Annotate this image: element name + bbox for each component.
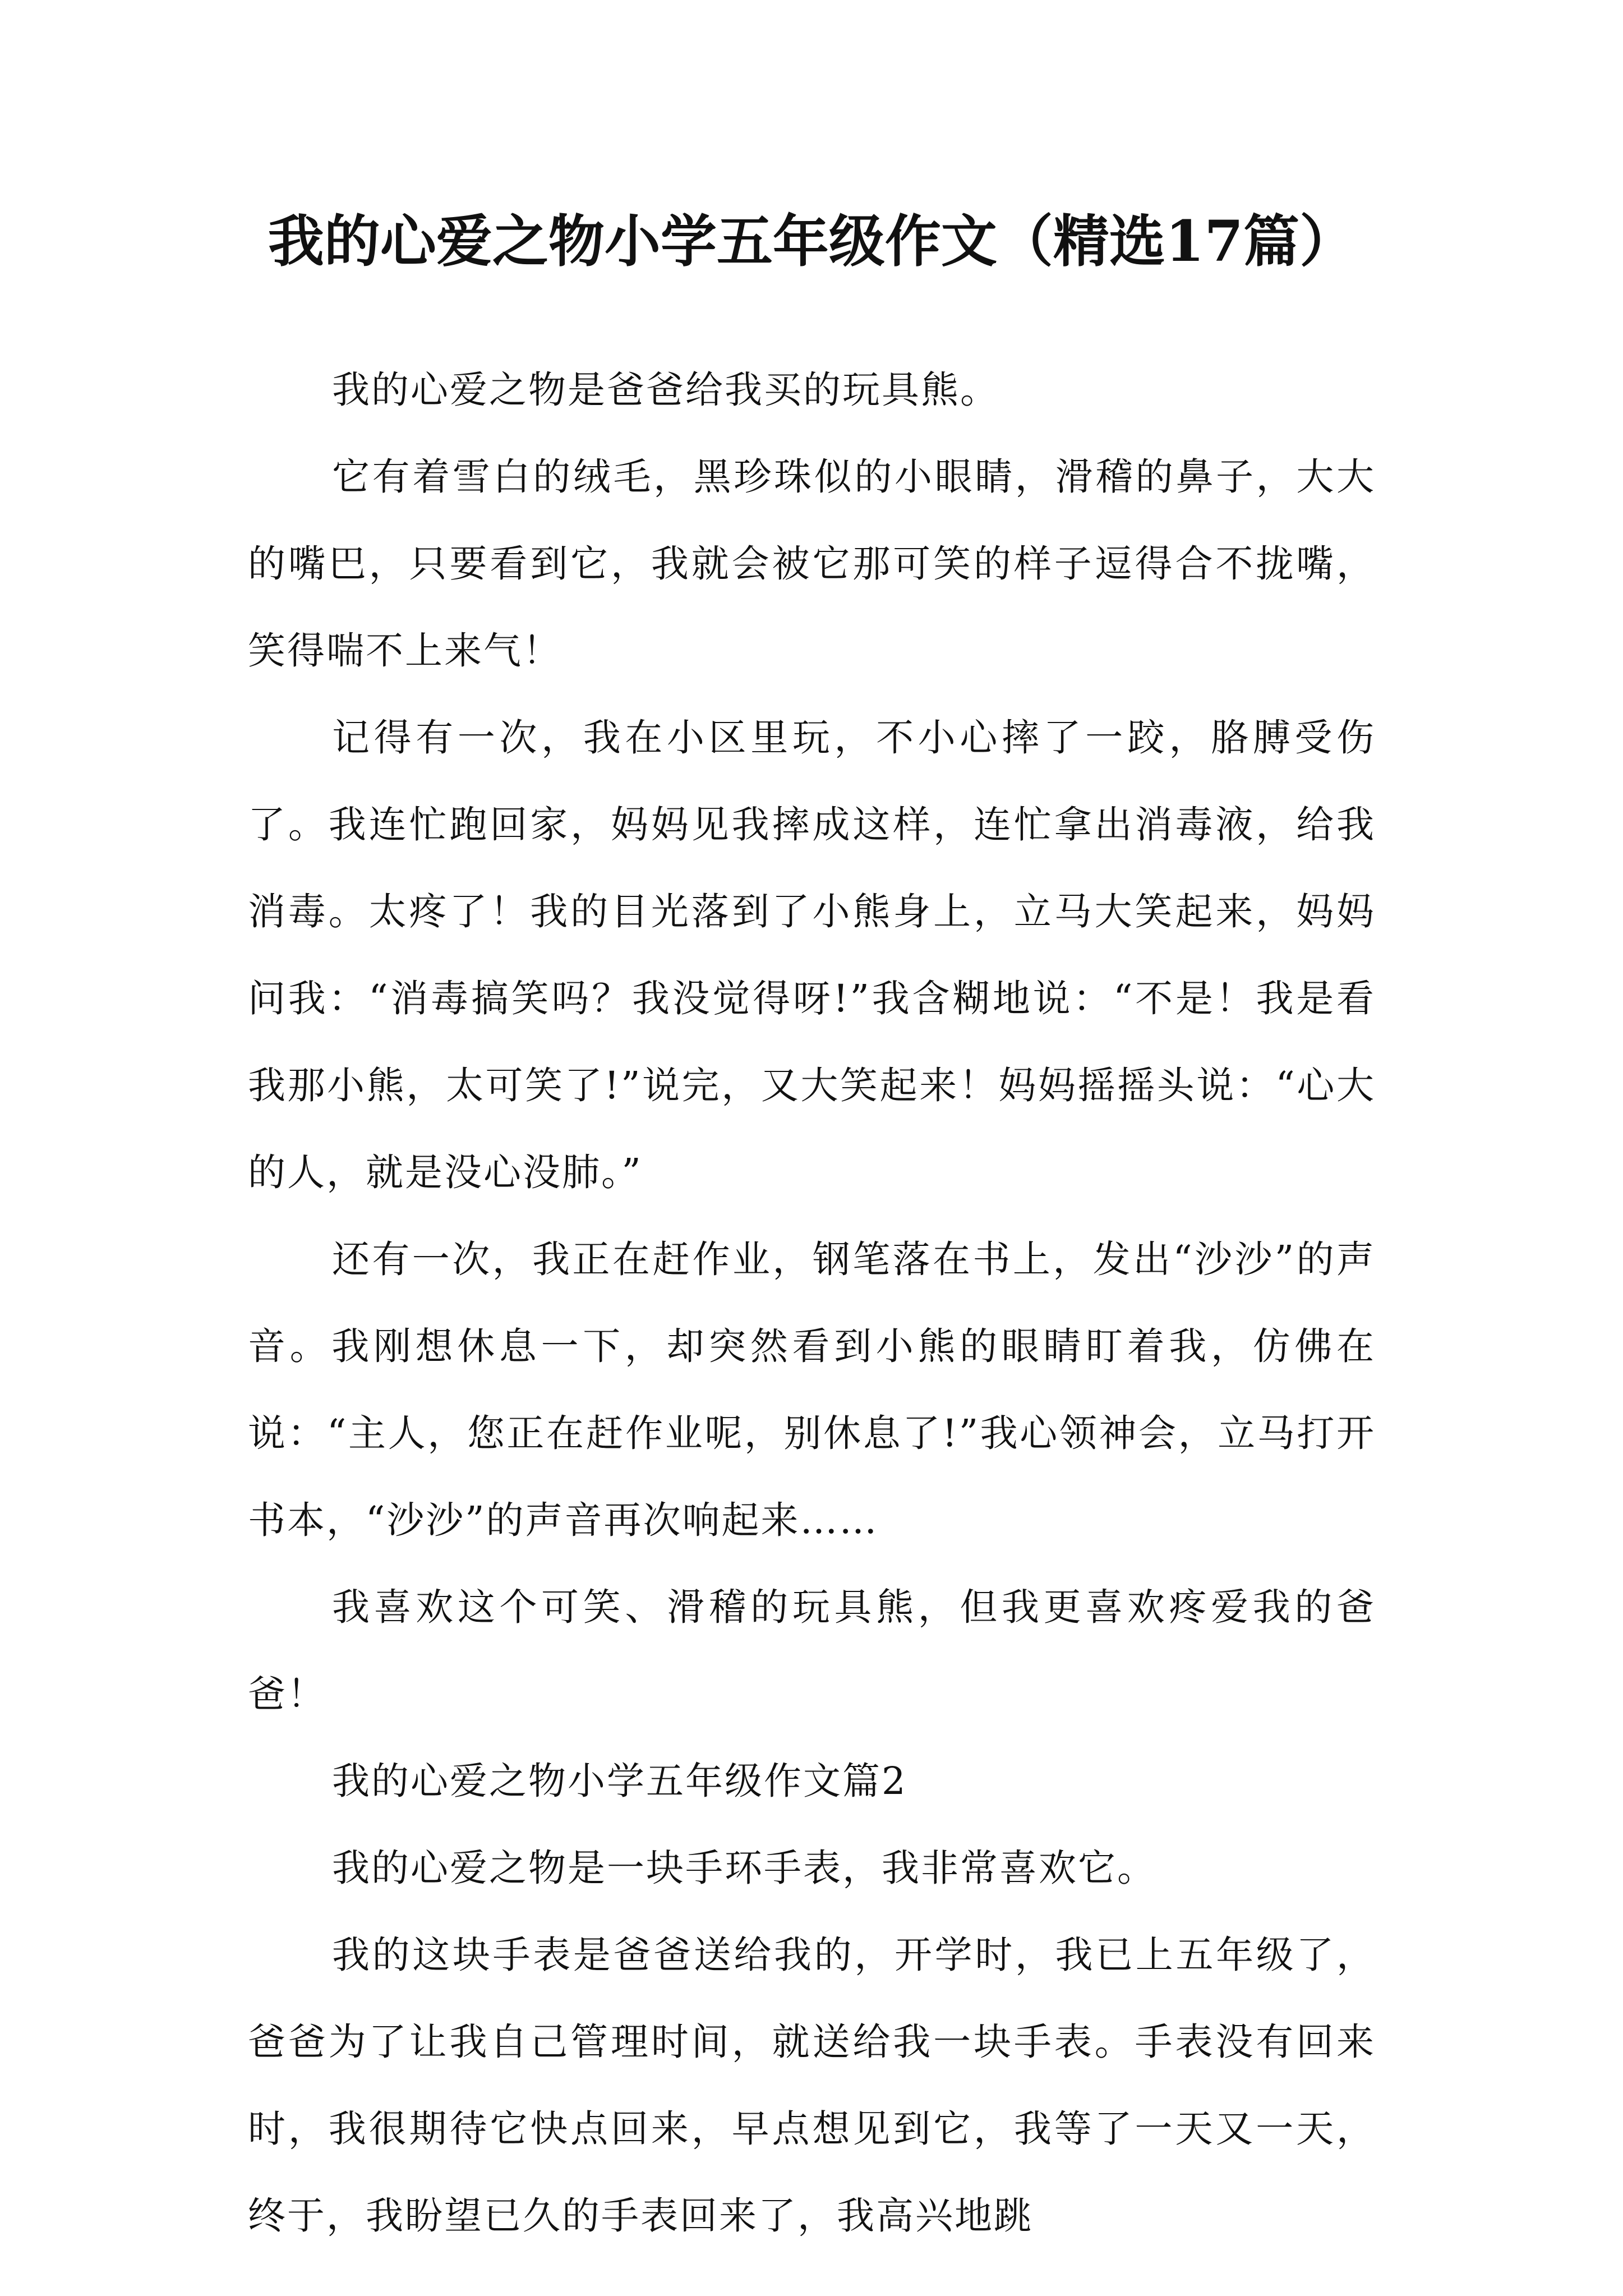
paragraph: 还有一次，我正在赶作业，钢笔落在书上，发出“沙沙”的声音。我刚想休息一下，却突然看到小熊的眼睛盯着我，仿佛在说：“主人，您正在赶作业呢，别休息了!”我心领神会，立马打开书本，“沙沙”的声音再次响起来…… <box>248 1237 1376 1542</box>
section-heading: 我的心爱之物小学五年级作文篇2 <box>332 1759 907 1803</box>
paragraph: 它有着雪白的绒毛，黑珍珠似的小眼睛，滑稽的鼻子，大大的嘴巴，只要看到它，我就会被它那可笑的样子逗得合不拢嘴，笑得喘不上来气！ <box>248 455 1376 673</box>
paragraph: 记得有一次，我在小区里玩，不小心摔了一跤，胳膊受伤了。我连忙跑回家，妈妈见我摔成这样，连忙拿出消毒液，给我消毒。太疼了！我的目光落到了小熊身上，立马大笑起来，妈妈问我：“消毒搞笑吗？我没觉得呀!”我含糊地说：“不是！我是看我那小熊，太可笑了!”说完，又大笑起来！妈妈摇摇头说：“心大的人，就是没心没肺。” <box>248 716 1376 1194</box>
paragraph: 我的心爱之物是爸爸给我买的玩具熊。 <box>332 368 999 412</box>
paragraph: 我喜欢这个可笑、滑稽的玩具熊，但我更喜欢疼爱我的爸爸！ <box>248 1585 1376 1716</box>
document-title: 我的心爱之物小学五年级作文（精选17篇） <box>268 208 1356 274</box>
paragraph: 我的这块手表是爸爸送给我的，开学时，我已上五年级了，爸爸为了让我自己管理时间，就送给我一块手表。手表没有回来时，我很期待它快点回来，早点想见到它，我等了一天又一天，终于，我盼望已久的手表回来了，我高兴地跳 <box>248 1933 1376 2238</box>
document-body <box>248 347 1376 2260</box>
paragraph: 我的心爱之物是一块手环手表，我非常喜欢它。 <box>332 1846 1156 1890</box>
